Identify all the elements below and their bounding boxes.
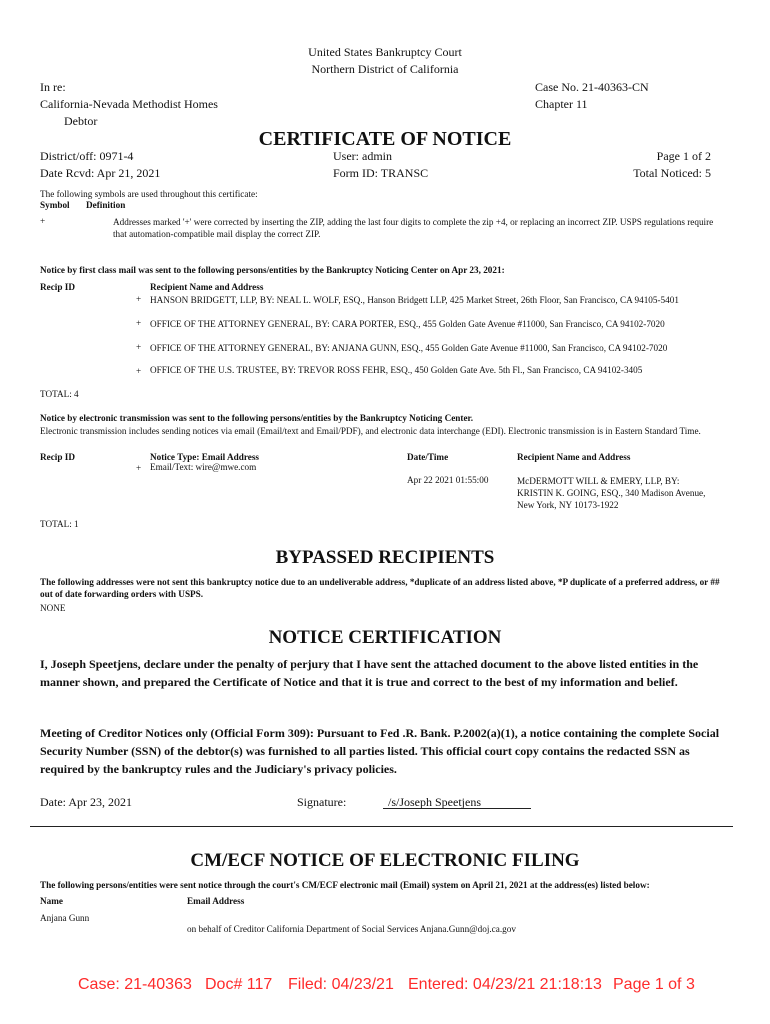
symbols-intro: The following symbols are used throughout this certificate: [40, 189, 258, 199]
case-number: Case No. 21-40363-CN [535, 80, 649, 94]
definition-header: Definition [86, 200, 126, 210]
page-count: Page 1 of 2 [656, 149, 711, 163]
datetime-value: Apr 22 2021 01:55:00 [407, 475, 489, 485]
recipient-entry: OFFICE OF THE U.S. TRUSTEE, BY: TREVOR ROSS FEHR, ESQ., 450 Golden Gate Ave. 5th Fl., San Francisco, CA 94102-3405 [150, 365, 643, 375]
bypassed-description: The following addresses were not sent this bankruptcy notice due to an undeliverable address, *duplicate of an address listed above, *P duplicate of a preferred address, or ## out of date forwarding orders with USPS. [40, 577, 720, 599]
mail-heading: Notice by first class mail was sent to the following persons/entities by the Bankruptcy Noticing Center on Apr 23, 2021: [40, 265, 505, 275]
recipient-mark: + [136, 366, 142, 376]
district-off: District/off: 0971-4 [40, 149, 134, 163]
signature-line [383, 808, 531, 809]
recipient-header: Recipient Name and Address [150, 282, 264, 292]
user: User: admin [333, 149, 392, 163]
recipient-entry: HANSON BRIDGETT, LLP, BY: NEAL L. WOLF, ESQ., Hanson Bridgett LLP, 425 Market Street, 26th Floor, San Francisco, CA 94105-5401 [150, 295, 679, 305]
mail-total: TOTAL: 4 [40, 389, 79, 399]
recipient-mark: + [136, 342, 142, 352]
court-district: Northern District of California [311, 62, 459, 76]
email-header: Email Address [187, 896, 245, 906]
footer-filed: Filed: 04/23/21 [288, 976, 394, 993]
footer-page: Page 1 of 3 [613, 976, 695, 993]
bypassed-title: BYPASSED RECIPIENTS [275, 547, 495, 568]
section-divider [30, 826, 733, 827]
email-entry: Email/Text: wire@mwe.com [150, 462, 257, 472]
in-re-label: In re: [40, 80, 66, 94]
notice-type-header: Notice Type: Email Address [150, 452, 259, 462]
recip-id-header: Recip ID [40, 282, 75, 292]
certification-ssn-note: Meeting of Creditor Notices only (Official Form 309): Pursuant to Fed .R. Bank. P.2002(a)(1), a notice containing the complete Social Security Number (SSN) of the debtor(s) was furnished to all parties listed. This official court copy contains the redacted SSN as required by the bankruptcy rules and the Judiciary's privacy policies. [40, 726, 720, 776]
recipient-mark: + [136, 318, 142, 328]
certification-title: NOTICE CERTIFICATION [268, 627, 502, 648]
recipient-mark: + [136, 294, 142, 304]
chapter: Chapter 11 [535, 97, 588, 111]
name-header: Name [40, 896, 63, 906]
footer-entered: Entered: 04/23/21 21:18:13 [408, 976, 602, 993]
footer-case: Case: 21-40363 [78, 976, 192, 993]
footer-doc: Doc# 117 [205, 976, 273, 993]
electronic-recipient: McDERMOTT WILL & EMERY, LLP, BY: KRISTIN K. GOING, ESQ., 340 Madison Avenue, New York, NY 10173-1922 [517, 476, 706, 510]
recipient-entry: OFFICE OF THE ATTORNEY GENERAL, BY: ANJANA GUNN, ESQ., 455 Golden Gate Avenue #11000, San Francisco, CA 94102-7020 [150, 343, 668, 353]
signature-label: Signature: [297, 795, 347, 809]
certification-date: Date: Apr 23, 2021 [40, 795, 132, 809]
electronic-description: Electronic transmission includes sending notices via email (Email/text and Email/PDF), and electronic data interchange (EDI). Electronic transmission is in Eastern Standard Time. [40, 426, 701, 436]
recipient-mark: + [136, 463, 142, 473]
certification-declaration: I, Joseph Speetjens, declare under the penalty of perjury that I have sent the attached document to the above listed entities in the manner shown, and prepared the Certificate of Notice and that it is true and correct to the best of my information and belief. [40, 657, 699, 689]
cmecf-title: CM/ECF NOTICE OF ELECTRONIC FILING [190, 850, 580, 871]
symbol-plus: + [40, 216, 46, 226]
certificate-title: CERTIFICATE OF NOTICE [258, 128, 512, 150]
recip-id-header: Recip ID [40, 452, 75, 462]
symbol-header: Symbol [40, 200, 70, 210]
cmecf-email: on behalf of Creditor California Department of Social Services Anjana.Gunn@doj.ca.gov [187, 924, 516, 934]
court-name: United States Bankruptcy Court [308, 45, 462, 59]
symbol-definition: Addresses marked '+' were corrected by inserting the ZIP, adding the last four digits to complete the zip +4, or replacing an incorrect ZIP. USPS regulations require that automation-compatible mail display the correct ZIP. [113, 217, 714, 239]
cmecf-description: The following persons/entities were sent notice through the court's CM/ECF electronic mail (Email) system on April 21, 2021 at the address(es) listed below: [40, 880, 650, 890]
date-received: Date Rcvd: Apr 21, 2021 [40, 166, 161, 180]
bypassed-none: NONE [40, 603, 66, 613]
debtor-name: California-Nevada Methodist Homes [40, 97, 218, 111]
total-noticed: Total Noticed: 5 [633, 166, 711, 180]
debtor-label: Debtor [64, 114, 98, 128]
cmecf-name: Anjana Gunn [40, 913, 90, 923]
electronic-total: TOTAL: 1 [40, 519, 79, 529]
datetime-header: Date/Time [407, 452, 449, 462]
signature: /s/Joseph Speetjens [388, 795, 481, 809]
recipient-entry: OFFICE OF THE ATTORNEY GENERAL, BY: CARA PORTER, ESQ., 455 Golden Gate Avenue #11000, San Francisco, CA 94102-7020 [150, 319, 665, 329]
recipient-header: Recipient Name and Address [517, 452, 631, 462]
electronic-heading: Notice by electronic transmission was sent to the following persons/entities by the Bankruptcy Noticing Center. [40, 413, 474, 423]
form-id: Form ID: TRANSC [333, 166, 429, 180]
